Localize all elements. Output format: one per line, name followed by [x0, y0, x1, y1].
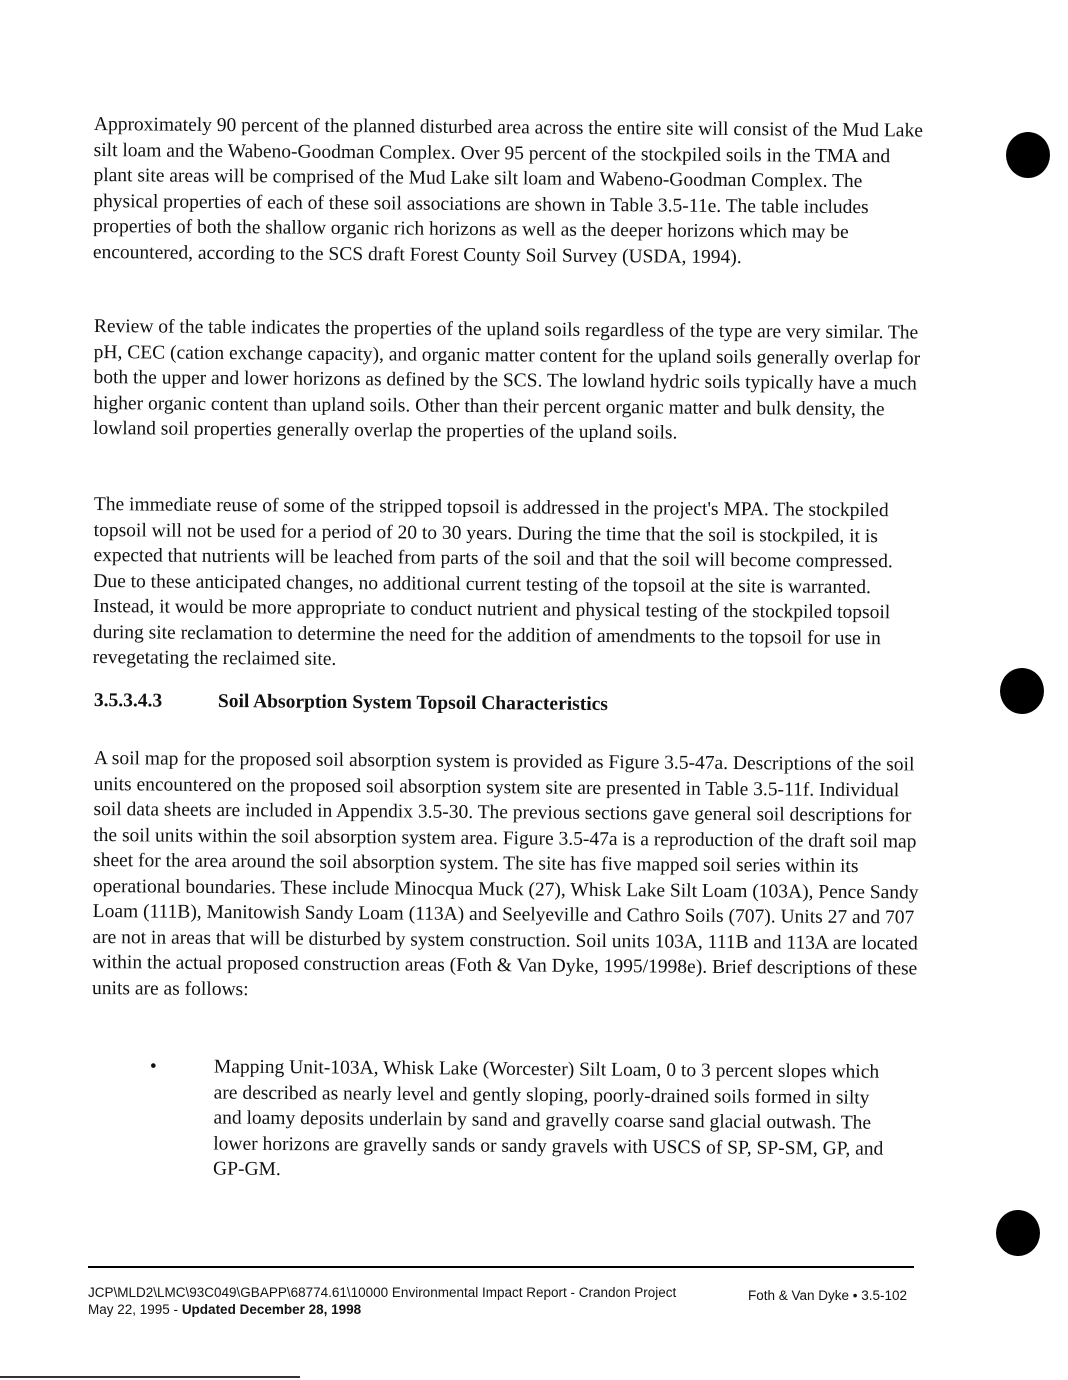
section-title: Soil Absorption System Topsoil Characteristics	[217, 690, 609, 716]
scan-edge-line	[0, 1376, 300, 1378]
list-item	[149, 1054, 890, 1181]
footer-left	[88, 1284, 676, 1318]
footer-page-number: Foth & Van Dyke • 3.5-102	[748, 1288, 908, 1303]
paragraph-soil-map: A soil map for the proposed soil absorption system is provided as Figure 3.5-47a. Descriptions of the soil units encountered on the proposed soil absorption system site are presented in Table 3.5-11f. Individual soil data sheets are included in Appendix 3.5-30. The previous sections gave general soil descriptions for the soil units within the soil absorption system area. Figure 3.5-47a is a reproduction of the draft soil map sheet for the area around the soil absorption system. The site has five mapped soil series within its operational boundaries. These include Minocqua Muck (27), Whisk Lake Silt Loam (103A), Pence Sandy Loam (111B), Manitowish Sandy Loam (113A) and Seelyeville and Cathro Soils (707). Units 27 and 707 are not in areas that will be disturbed by system construction. Soil units 103A, 111B and 113A are located within the actual proposed construction areas (Foth & Van Dyke, 1995/1998e). Brief descriptions of these units are as follows:	[92, 747, 919, 1000]
punch-hole-middle	[1000, 668, 1044, 714]
section-number: 3.5.3.4.3	[93, 690, 163, 712]
footer-date: May 22, 1995 -	[88, 1302, 182, 1317]
paragraph-topsoil-reuse: The immediate reuse of some of the stripped topsoil is addressed in the project's MPA. The stockpiled topsoil will not be used for a period of 20 to 30 years. During the time that the soil is stockpiled, it is expected that nutrients will be leached from parts of the soil and that the soil will become compressed. Due to these anticipated changes, no additional current testing of the topsoil at the site is warranted. Instead, it would be more appropriate to conduct nutrient and physical testing of the stockpiled topsoil during site reclamation to determine the need for the addition of amendments to the topsoil for use in revegetating the reclaimed site.	[92, 493, 893, 670]
list-item-text: Mapping Unit-103A, Whisk Lake (Worcester) Silt Loam, 0 to 3 percent slopes which are described as nearly level and gently sloping, poorly-drained soils formed in silty and loamy deposits underlain by sand and gravelly coarse sand glacial outwash. The lower horizons are gravelly sands or sandy gravels with USCS of SP, SP-SM, GP, and GP-GM.	[213, 1056, 884, 1181]
footer-updated: Updated December 28, 1998	[181, 1302, 362, 1317]
punch-hole-top	[1006, 132, 1050, 178]
section-heading	[94, 690, 894, 718]
paragraph-table-review: Review of the table indicates the properties of the upland soils regardless of the type are very similar. The pH, CEC (cation exchange capacity), and organic matter content for the upland soils generally overlap for both the upper and lower horizons as defined by the SCS. The lowland hydric soils typically have a much higher organic content than upland soils. Other than their percent organic matter and bulk density, the lowland soil properties generally overlap the properties of the upland soils.	[93, 315, 921, 444]
punch-hole-bottom	[996, 1210, 1040, 1256]
bullet-marker: •	[149, 1055, 157, 1078]
paragraph-soil-composition: Approximately 90 percent of the planned disturbed area across the entire site will consist of the Mud Lake silt loam and the Wabeno-Goodman Complex. Over 95 percent of the stockpiled soils in the TMA and plant site areas will be comprised of the Mud Lake silt loam and Wabeno-Goodman Complex. The physical properties of each of these soil associations are shown in Table 3.5-11e. The table includes properties of both the shallow organic rich horizons as well as the deeper horizons which may be encountered, according to the SCS draft Forest County Soil Survey (USDA, 1994).	[92, 113, 924, 268]
footer-divider	[88, 1266, 914, 1268]
footer-path-title: JCP\MLD2\LMC\93C049\GBAPP\68774.61\10000 Environmental Impact Report - Crandon Project	[88, 1285, 677, 1300]
footer-date-line	[88, 1301, 676, 1318]
